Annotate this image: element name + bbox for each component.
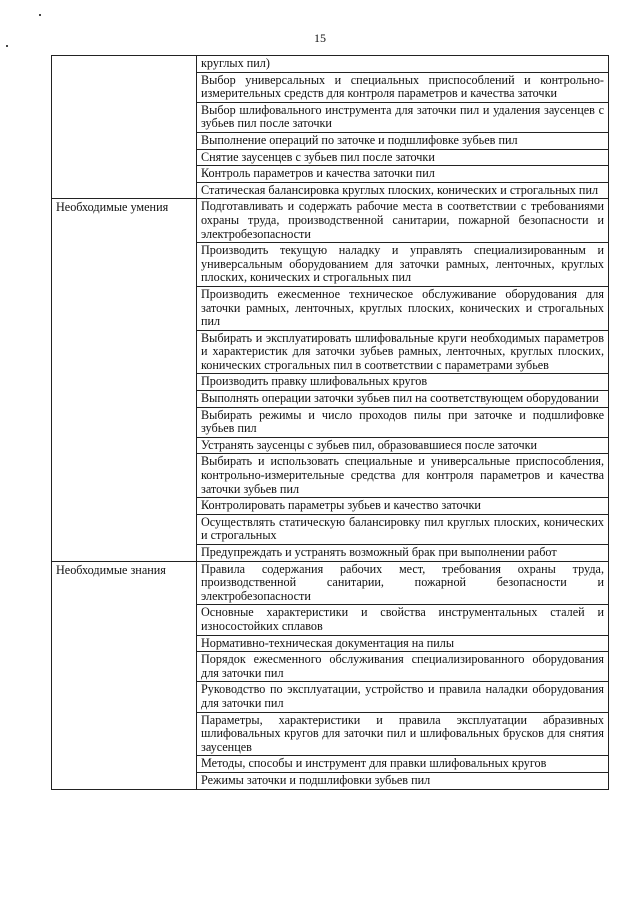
- list-item: Правила содержания рабочих мест, требования охраны труда, производственной санитарии, пожарной безопасности и электробезопасности: [197, 562, 608, 606]
- items-cell: [197, 56, 609, 199]
- table-row-actions: [52, 56, 609, 199]
- list-item: Нормативно-техническая документация на пилы: [197, 636, 608, 653]
- list-item: Выполнять операции заточки зубьев пил на соответствующем оборудовании: [197, 391, 608, 408]
- list-item: Выбор шлифовального инструмента для заточки пил и удаления заусенцев с зубьев пил после заточки: [197, 103, 608, 133]
- list-item: Выбирать и использовать специальные и универсальные приспособления, контрольно-измерительные средства для контроля параметров и качества заточки зубьев пил: [197, 454, 608, 498]
- list-item: Контролировать параметры зубьев и качество заточки: [197, 498, 608, 515]
- list-item: Порядок ежесменного обслуживания специализированного оборудования для заточки пил: [197, 652, 608, 682]
- items-cell: [197, 199, 609, 561]
- table-row-skills: [52, 199, 609, 561]
- row-label: [52, 56, 197, 199]
- list-item: Статическая балансировка круглых плоских, конических и строгальных пил: [201, 182, 599, 197]
- list-item: Выбирать режимы и число проходов пилы при заточке и подшлифовке зубьев пил: [197, 408, 608, 438]
- list-item: Предупреждать и устранять возможный брак при выполнении работ: [201, 545, 557, 559]
- list-item: Устранять заусенцы с зубьев пил, образовавшиеся после заточки: [197, 438, 608, 455]
- row-label: Необходимые умения: [52, 199, 197, 561]
- list-item: Основные характеристики и свойства инструментальных сталей и износостойких сплавов: [197, 605, 608, 635]
- list-item: Производить правку шлифовальных кругов: [197, 374, 608, 391]
- row-label: Необходимые знания: [52, 561, 197, 789]
- table-row-knowledge: [52, 561, 609, 789]
- list-item: Параметры, характеристики и правила эксплуатации абразивных шлифовальных кругов для заточки пил и шлифовальных брусков для снятия заусенцев: [197, 713, 608, 757]
- page-number: 15: [314, 31, 326, 45]
- scan-speck: [39, 14, 41, 16]
- list-item: Контроль параметров и качества заточки пил: [197, 166, 608, 183]
- list-item: Снятие заусенцев с зубьев пил после заточки: [197, 150, 608, 167]
- list-item: Выполнение операций по заточке и подшлифовке зубьев пил: [197, 133, 608, 150]
- list-item: Производить ежесменное техническое обслуживание оборудования для заточки рамных, ленточных, круглых плоских, конических и строгальных пил: [197, 287, 608, 331]
- list-item: Выбор универсальных и специальных приспособлений и контрольно-измерительных средств для контроля параметров и качества заточки: [197, 73, 608, 103]
- list-item: Подготавливать и содержать рабочие места в соответствии с требованиями охраны труда, производственной санитарии, пожарной безопасности и электробезопасности: [197, 199, 608, 243]
- list-item: Режимы заточки и подшлифовки зубьев пил: [201, 772, 431, 787]
- items-cell: [197, 561, 609, 789]
- list-item: Методы, способы и инструмент для правки шлифовальных кругов: [197, 756, 608, 773]
- list-item: Выбирать и эксплуатировать шлифовальные круги необходимых параметров и характеристик для заточки зубьев рамных, ленточных, круглых плоских, конических строгальных пил в соответствии с параметрами зубьев: [197, 331, 608, 375]
- scan-speck: [6, 45, 8, 47]
- competency-table: [51, 55, 609, 790]
- list-item: Руководство по эксплуатации, устройство и правила наладки оборудования для заточки пил: [197, 682, 608, 712]
- list-item: Производить текущую наладку и управлять специализированным и универсальным оборудованием для заточки рамных, ленточных, круглых плоских, конических и строгальных пил: [197, 243, 608, 287]
- list-item: Осуществлять статическую балансировку пил круглых плоских, конических и строгальных: [197, 515, 608, 545]
- list-item: круглых пил): [197, 56, 608, 73]
